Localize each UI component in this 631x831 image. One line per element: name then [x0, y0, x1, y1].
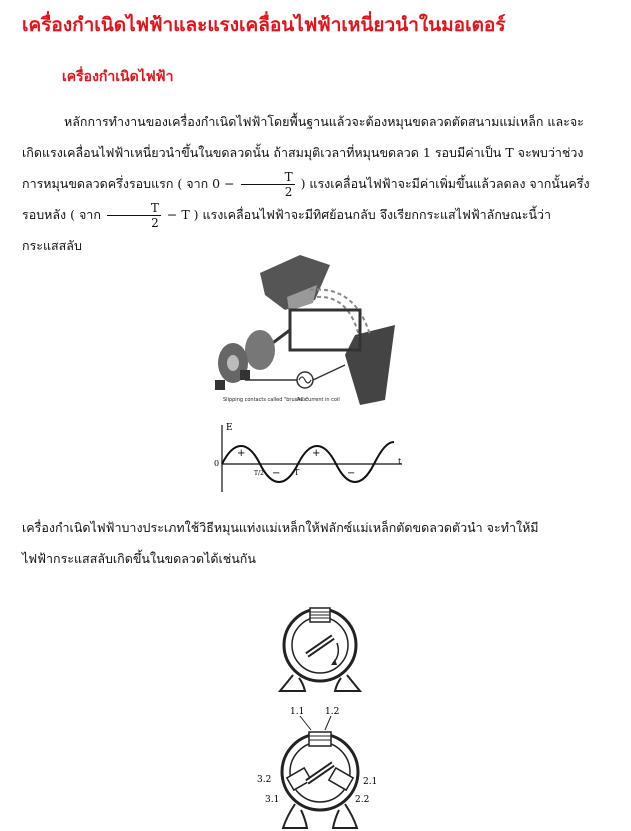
coil-label: 1.2	[325, 707, 340, 717]
axis-t-label: t	[398, 457, 402, 466]
paragraph-text: ) แรงเคลื่อนไฟฟ้าจะมีค่าเพิ่มขึ้นแล้วลดลง จากนั้นครึ่งรอบหลัง ( จาก	[22, 176, 590, 222]
page-title: เครื่องกำเนิดไฟฟ้าและแรงเคลื่อนไฟฟ้าเหนี่ยวนำในมอเตอร์	[22, 14, 506, 36]
section-heading: เครื่องกำเนิดไฟฟ้า	[62, 69, 174, 85]
paragraph-text: หลักการทำงานของเครื่องกำเนิดไฟฟ้าโดยพื้นฐานแล้วจะต้องหมุนขดลวดตัดสนามแม่เหล็ก และจะเกิดแรงเคลื่อนไฟฟ้าเหนี่ยวนำขึ้นในขดลวดนั้น ถ้าสมมุติเวลาที่หมุนขดลวด 1 รอบมีค่าเป็น T จะพบว่าช่วงการหมุนขดลวดครึ่งรอบแรก ( จาก 0 −	[22, 114, 584, 191]
coil-label: 1.1	[290, 707, 305, 717]
rotating-magnet-generator-2	[255, 700, 385, 831]
brushes-caption: Slipping contacts called "brushes"	[223, 397, 309, 403]
paragraph-principle	[22, 106, 602, 261]
origin-label: 0	[214, 459, 220, 468]
fraction-t-half: $\frac{T}{2}$	[107, 201, 161, 230]
coil-label: 3.2	[257, 775, 272, 785]
minus-sign: −	[347, 468, 356, 479]
generator-illustration	[205, 255, 405, 415]
ac-waveform	[212, 420, 412, 495]
fraction-t-half: $\frac{T}{2}$	[241, 170, 295, 199]
paragraph-rotating-magnet: เครื่องกำเนิดไฟฟ้าบางประเภทใช้วิธีหมุนแท่งแม่เหล็กให้ฟลักซ์แม่เหล็กตัดขดลวดตัวนำ จะทำให้มีไฟฟ้ากระแสสลับเกิดขึ้นในขดลวดได้เช่นกัน	[22, 520, 539, 566]
plus-sign: +	[312, 448, 321, 459]
axis-e-label: E	[226, 423, 233, 433]
coil-label: 2.2	[355, 795, 370, 805]
ac-caption: AC current in coil	[297, 397, 340, 403]
period-label: T	[294, 468, 300, 477]
minus-sign: −	[272, 468, 281, 479]
paragraph-text: − T ) แรงเคลื่อนไฟฟ้าจะมีทิศย้อนกลับ จึงเรียกกระแสไฟฟ้าลักษณะนี้ว่ากระแสสลับ	[22, 207, 552, 253]
coil-label: 3.1	[265, 795, 280, 805]
coil-label: 2.1	[363, 777, 378, 787]
half-period-label: T/2	[254, 470, 264, 477]
rotating-magnet-generator-1	[275, 603, 365, 693]
plus-sign: +	[237, 448, 246, 459]
